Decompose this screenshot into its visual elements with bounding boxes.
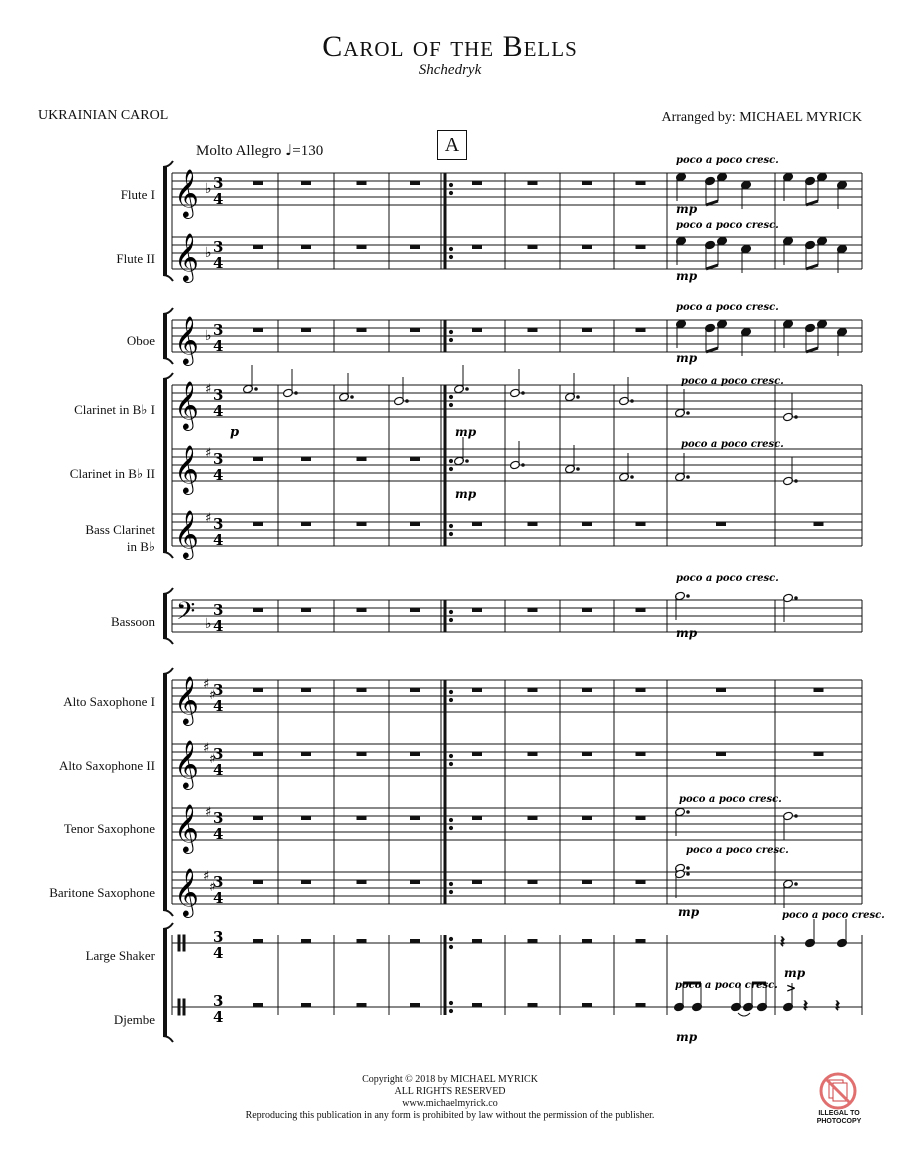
whole-rest (410, 1003, 420, 1007)
percussion-clef-icon (178, 999, 180, 1015)
instrument-name: Flute II (116, 251, 155, 266)
whole-rest (410, 816, 420, 820)
bracket-hook (163, 1036, 173, 1042)
whole-rest (357, 752, 367, 756)
dynamic-mp: mp (455, 487, 477, 501)
tempo-value: =130 (292, 143, 324, 159)
whole-rest (357, 181, 367, 185)
whole-rest (582, 245, 592, 249)
flat-icon: ♭ (205, 616, 212, 632)
time-signature-denominator: 4 (213, 402, 224, 420)
augmentation-dot (466, 388, 469, 391)
beam (706, 201, 718, 205)
time-signature-numerator: 3 (213, 745, 224, 763)
instrument-name-line: Bass Clarinet (85, 522, 155, 537)
bracket-hook (163, 638, 173, 644)
notes (243, 172, 848, 1016)
dynamic-mp: mp (676, 1030, 698, 1044)
augmentation-dot (631, 400, 634, 403)
dynamic-mp: mp (676, 202, 698, 216)
whole-rest (253, 328, 263, 332)
whole-rest (472, 880, 482, 884)
bracket-hook (163, 588, 173, 594)
whole-rest (636, 608, 646, 612)
beam (706, 265, 718, 269)
dynamic-mp: mp (784, 966, 806, 980)
cresc-marking: poco a poco cresc. (676, 220, 779, 231)
augmentation-dot (687, 412, 690, 415)
augmentation-dot (795, 883, 798, 886)
time-signature-numerator: 3 (213, 321, 224, 339)
cresc-marking: poco a poco cresc. (686, 845, 789, 856)
flat-icon: ♭ (205, 245, 212, 261)
copyright-notice: Reproducing this publication in any form is prohibited by law without the permission of the publisher. (245, 1110, 655, 1121)
augmentation-dot (795, 416, 798, 419)
whole-rest (636, 245, 646, 249)
augmentation-dot (687, 873, 690, 876)
whole-rest (301, 939, 311, 943)
repeat-dot (449, 1009, 452, 1012)
whole-rest (716, 752, 726, 756)
percussion-clef-icon (183, 999, 185, 1015)
whole-rest (357, 522, 367, 526)
time-signature-denominator: 4 (213, 761, 224, 779)
whole-rest (253, 880, 263, 884)
dynamic-mp: mp (676, 269, 698, 283)
cresc-marking: poco a poco cresc. (676, 155, 779, 166)
augmentation-dot (522, 464, 525, 467)
whole-rest (582, 880, 592, 884)
repeat-dot (449, 338, 452, 341)
whole-rest (301, 880, 311, 884)
whole-rest (253, 608, 263, 612)
time-signature-numerator: 3 (213, 992, 224, 1010)
whole-rest (814, 688, 824, 692)
whole-rest (357, 328, 367, 332)
repeat-dot (449, 532, 452, 535)
repeat-dot (449, 403, 452, 406)
whole-rest (301, 522, 311, 526)
sharp-icon: ♯ (205, 511, 212, 526)
augmentation-dot (577, 468, 580, 471)
arranger-label: Arranged by: MICHAEL MYRICK (661, 110, 862, 125)
whole-rest (528, 181, 538, 185)
whole-rest (636, 688, 646, 692)
whole-rest (814, 752, 824, 756)
whole-rest (582, 328, 592, 332)
repeat-dot (449, 183, 452, 186)
rehearsal-mark: A (437, 130, 467, 160)
augmentation-dot (795, 815, 798, 818)
whole-rest (301, 1003, 311, 1007)
whole-rest (528, 880, 538, 884)
rights-line: ALL RIGHTS RESERVED (394, 1086, 506, 1097)
whole-rest (716, 522, 726, 526)
time-signature-numerator: 3 (213, 174, 224, 192)
instrument-name: Clarinet in B♭ II (69, 466, 155, 481)
whole-rest (636, 880, 646, 884)
whole-rest (636, 328, 646, 332)
whole-rest (582, 181, 592, 185)
bracket-hook (163, 552, 173, 558)
whole-rest (253, 752, 263, 756)
repeat-dot (449, 1001, 452, 1004)
instrument-name: Baritone Saxophone (49, 885, 155, 900)
time-signature-denominator: 4 (213, 617, 224, 635)
whole-rest (410, 880, 420, 884)
repeat-dot (449, 945, 452, 948)
website-link[interactable]: www.michaelmyrick.co (402, 1098, 498, 1109)
whole-rest (253, 816, 263, 820)
bass-clef-icon: 𝄢 (176, 597, 196, 632)
augmentation-dot (687, 595, 690, 598)
whole-rest (410, 939, 420, 943)
time-signature-numerator: 3 (213, 601, 224, 619)
repeat-dot (449, 882, 452, 885)
treble-clef-icon: 𝄞 (174, 380, 199, 429)
whole-rest (410, 457, 420, 461)
whole-rest (472, 688, 482, 692)
treble-clef-icon: 𝄞 (174, 867, 199, 916)
time-signature-numerator: 3 (213, 515, 224, 533)
repeat-dot (449, 754, 452, 757)
whole-rest (301, 688, 311, 692)
treble-clef-icon: 𝄞 (174, 444, 199, 493)
whole-rest (582, 522, 592, 526)
percussion-clef-icon (178, 935, 180, 951)
bracket-hook (163, 923, 173, 929)
whole-rest (357, 457, 367, 461)
time-signature-denominator: 4 (213, 190, 224, 208)
time-signature-denominator: 4 (213, 337, 224, 355)
repeat-dot (449, 191, 452, 194)
instrument-name: Flute I (120, 187, 155, 202)
whole-rest (357, 608, 367, 612)
whole-rest (636, 181, 646, 185)
clefs (174, 168, 199, 918)
whole-rest (410, 608, 420, 612)
instrument-name: Tenor Saxophone (63, 821, 155, 836)
whole-rest (528, 328, 538, 332)
augmentation-dot (295, 392, 298, 395)
whole-rest (472, 245, 482, 249)
bracket-hook (163, 275, 173, 281)
time-signature-numerator: 3 (213, 928, 224, 946)
whole-rest (357, 1003, 367, 1007)
cresc-marking: poco a poco cresc. (676, 302, 779, 313)
time-signature-denominator: 4 (213, 1008, 224, 1026)
instrument-name: Djembe (113, 1012, 155, 1027)
whole-rest (528, 245, 538, 249)
cresc-marking: poco a poco cresc. (676, 573, 779, 584)
whole-rest (253, 1003, 263, 1007)
whole-rest (472, 939, 482, 943)
whole-rest (528, 752, 538, 756)
cresc-marking: poco a poco cresc. (675, 980, 778, 991)
repeat-dot (449, 255, 452, 258)
whole-rest (357, 245, 367, 249)
repeat-dot (449, 618, 452, 621)
time-signature-denominator: 4 (213, 254, 224, 272)
repeat-dot (449, 610, 452, 613)
augmentation-dot (351, 396, 354, 399)
instrument-name: Alto Saxophone I (63, 694, 155, 709)
quarter-note-icon: ♩ (285, 141, 293, 159)
dynamic-p: p (230, 425, 240, 440)
whole-rest (636, 522, 646, 526)
whole-rest (253, 688, 263, 692)
repeat-dot (449, 762, 452, 765)
whole-rest (582, 608, 592, 612)
whole-rest (472, 752, 482, 756)
whole-rest (253, 181, 263, 185)
time-signature-denominator: 4 (213, 825, 224, 843)
sharp-icon: ♯ (205, 446, 212, 461)
augmentation-dot (577, 396, 580, 399)
whole-rest (716, 688, 726, 692)
time-signature-denominator: 4 (213, 531, 224, 549)
quarter-rest-icon: 𝄽 (780, 932, 785, 951)
dynamic-mp: mp (678, 905, 700, 919)
sharp-icon: ♯ (203, 677, 210, 692)
whole-rest (636, 816, 646, 820)
whole-rest (410, 245, 420, 249)
whole-rest (301, 608, 311, 612)
time-signature-numerator: 3 (213, 873, 224, 891)
sharp-icon: ♯ (205, 805, 212, 820)
origin-label: UKRAINIAN CAROL (38, 108, 169, 123)
cresc-marking: poco a poco cresc. (681, 439, 784, 450)
cresc-marking: poco a poco cresc. (681, 376, 784, 387)
stamp-line2: PHOTOCOPY (816, 1118, 862, 1125)
bracket-hook (163, 358, 173, 364)
whole-rest (357, 688, 367, 692)
whole-rest (357, 816, 367, 820)
augmentation-dot (687, 476, 690, 479)
cresc-marking: poco a poco cresc. (782, 910, 885, 921)
whole-rest (636, 939, 646, 943)
bracket-hook (163, 910, 173, 916)
whole-rest (253, 245, 263, 249)
whole-rest (582, 816, 592, 820)
whole-rest (528, 608, 538, 612)
time-signature-numerator: 3 (213, 809, 224, 827)
treble-clef-icon: 𝄞 (174, 315, 199, 364)
repeat-dot (449, 890, 452, 893)
score-subtitle: Shchedryk (418, 62, 482, 78)
augmentation-dot (687, 811, 690, 814)
stamp-line1: ILLEGAL TO (818, 1110, 860, 1117)
whole-rest (301, 245, 311, 249)
sharp-icon: ♯ (203, 741, 210, 756)
time-signature-denominator: 4 (213, 889, 224, 907)
staff-lines (172, 173, 862, 1007)
whole-rest (301, 328, 311, 332)
whole-rest (301, 181, 311, 185)
augmentation-dot (687, 867, 690, 870)
augmentation-dot (631, 476, 634, 479)
sharp-icon: ♯ (209, 880, 216, 895)
whole-rest (472, 522, 482, 526)
bracket-hook (163, 161, 173, 167)
instrument-name-line: in B♭ (126, 539, 155, 554)
dynamic-mp: mp (676, 351, 698, 365)
whole-rest (472, 816, 482, 820)
repeat-dot (449, 524, 452, 527)
whole-rest (410, 328, 420, 332)
beam (806, 201, 818, 205)
whole-rest (528, 688, 538, 692)
tie (738, 1013, 750, 1016)
whole-rest (582, 752, 592, 756)
repeat-dot (449, 698, 452, 701)
whole-rest (301, 457, 311, 461)
whole-rest (410, 181, 420, 185)
whole-rest (301, 816, 311, 820)
whole-rest (636, 752, 646, 756)
whole-rest (357, 880, 367, 884)
repeat-dot (449, 937, 452, 940)
whole-rest (814, 522, 824, 526)
treble-clef-icon: 𝄞 (174, 675, 199, 724)
flat-icon: ♭ (205, 181, 212, 197)
sharp-icon: ♯ (209, 688, 216, 703)
augmentation-dot (406, 400, 409, 403)
accent-mark: > (786, 981, 797, 995)
whole-rest (528, 1003, 538, 1007)
treble-clef-icon: 𝄞 (174, 509, 199, 558)
copyright-line: Copyright © 2018 by MICHAEL MYRICK (362, 1074, 538, 1085)
whole-rest (410, 688, 420, 692)
tempo-text: Molto Allegro (196, 143, 282, 159)
barlines (172, 173, 862, 1015)
time-signature-denominator: 4 (213, 697, 224, 715)
whole-rest (636, 1003, 646, 1007)
time-signature-numerator: 3 (213, 450, 224, 468)
augmentation-dot (255, 388, 258, 391)
augmentation-dot (522, 392, 525, 395)
instrument-name: Oboe (126, 333, 155, 348)
whole-rest (410, 522, 420, 526)
repeat-dot (449, 247, 452, 250)
dynamic-mp: mp (676, 626, 698, 640)
instrument-name: Clarinet in B♭ I (74, 402, 155, 417)
whole-rest (253, 522, 263, 526)
whole-rest (301, 752, 311, 756)
sharp-icon: ♯ (205, 382, 212, 397)
whole-rest (357, 939, 367, 943)
instrument-name: Bassoon (110, 614, 155, 629)
time-signature-numerator: 3 (213, 238, 224, 256)
bracket-hook (163, 308, 173, 314)
whole-rest (472, 181, 482, 185)
treble-clef-icon: 𝄞 (174, 739, 199, 788)
whole-rest (410, 752, 420, 756)
repeat-dot (449, 818, 452, 821)
treble-clef-icon: 𝄞 (174, 168, 199, 217)
augmentation-dot (795, 480, 798, 483)
percussion-clef-icon (183, 935, 185, 951)
whole-rest (528, 522, 538, 526)
repeat-dot (449, 826, 452, 829)
augmentation-dot (795, 597, 798, 600)
time-signature-denominator: 4 (213, 944, 224, 962)
treble-clef-icon: 𝄞 (174, 803, 199, 852)
whole-rest (582, 1003, 592, 1007)
whole-rest (528, 939, 538, 943)
beam (806, 348, 818, 352)
whole-rest (472, 1003, 482, 1007)
bracket-hook (163, 668, 173, 674)
whole-rest (528, 816, 538, 820)
quarter-rest-icon: 𝄽 (835, 996, 840, 1015)
no-photocopy-icon (816, 1072, 860, 1110)
instrument-name: Large Shaker (85, 948, 155, 963)
repeat-dot (449, 467, 452, 470)
whole-rest (253, 939, 263, 943)
beam (806, 265, 818, 269)
whole-rest (472, 328, 482, 332)
repeat-dot (449, 330, 452, 333)
cresc-marking: poco a poco cresc. (679, 794, 782, 805)
time-signature-denominator: 4 (213, 466, 224, 484)
augmentation-dot (466, 460, 469, 463)
repeat-dot (449, 395, 452, 398)
repeat-dot (449, 459, 452, 462)
sharp-icon: ♯ (203, 869, 210, 884)
whole-rest (582, 688, 592, 692)
sharp-icon: ♯ (209, 752, 216, 767)
flat-icon: ♭ (205, 328, 212, 344)
score-title: Carol of the Bells (322, 30, 578, 63)
time-signature-numerator: 3 (213, 386, 224, 404)
instrument-name: Alto Saxophone II (58, 758, 155, 773)
bracket-hook (163, 373, 173, 379)
whole-rest (253, 457, 263, 461)
whole-rest (582, 939, 592, 943)
time-signature-numerator: 3 (213, 681, 224, 699)
beam (706, 348, 718, 352)
whole-rest (472, 608, 482, 612)
quarter-rest-icon: 𝄽 (803, 996, 808, 1015)
dynamic-mp: mp (455, 425, 477, 439)
repeat-dot (449, 690, 452, 693)
treble-clef-icon: 𝄞 (174, 232, 199, 281)
